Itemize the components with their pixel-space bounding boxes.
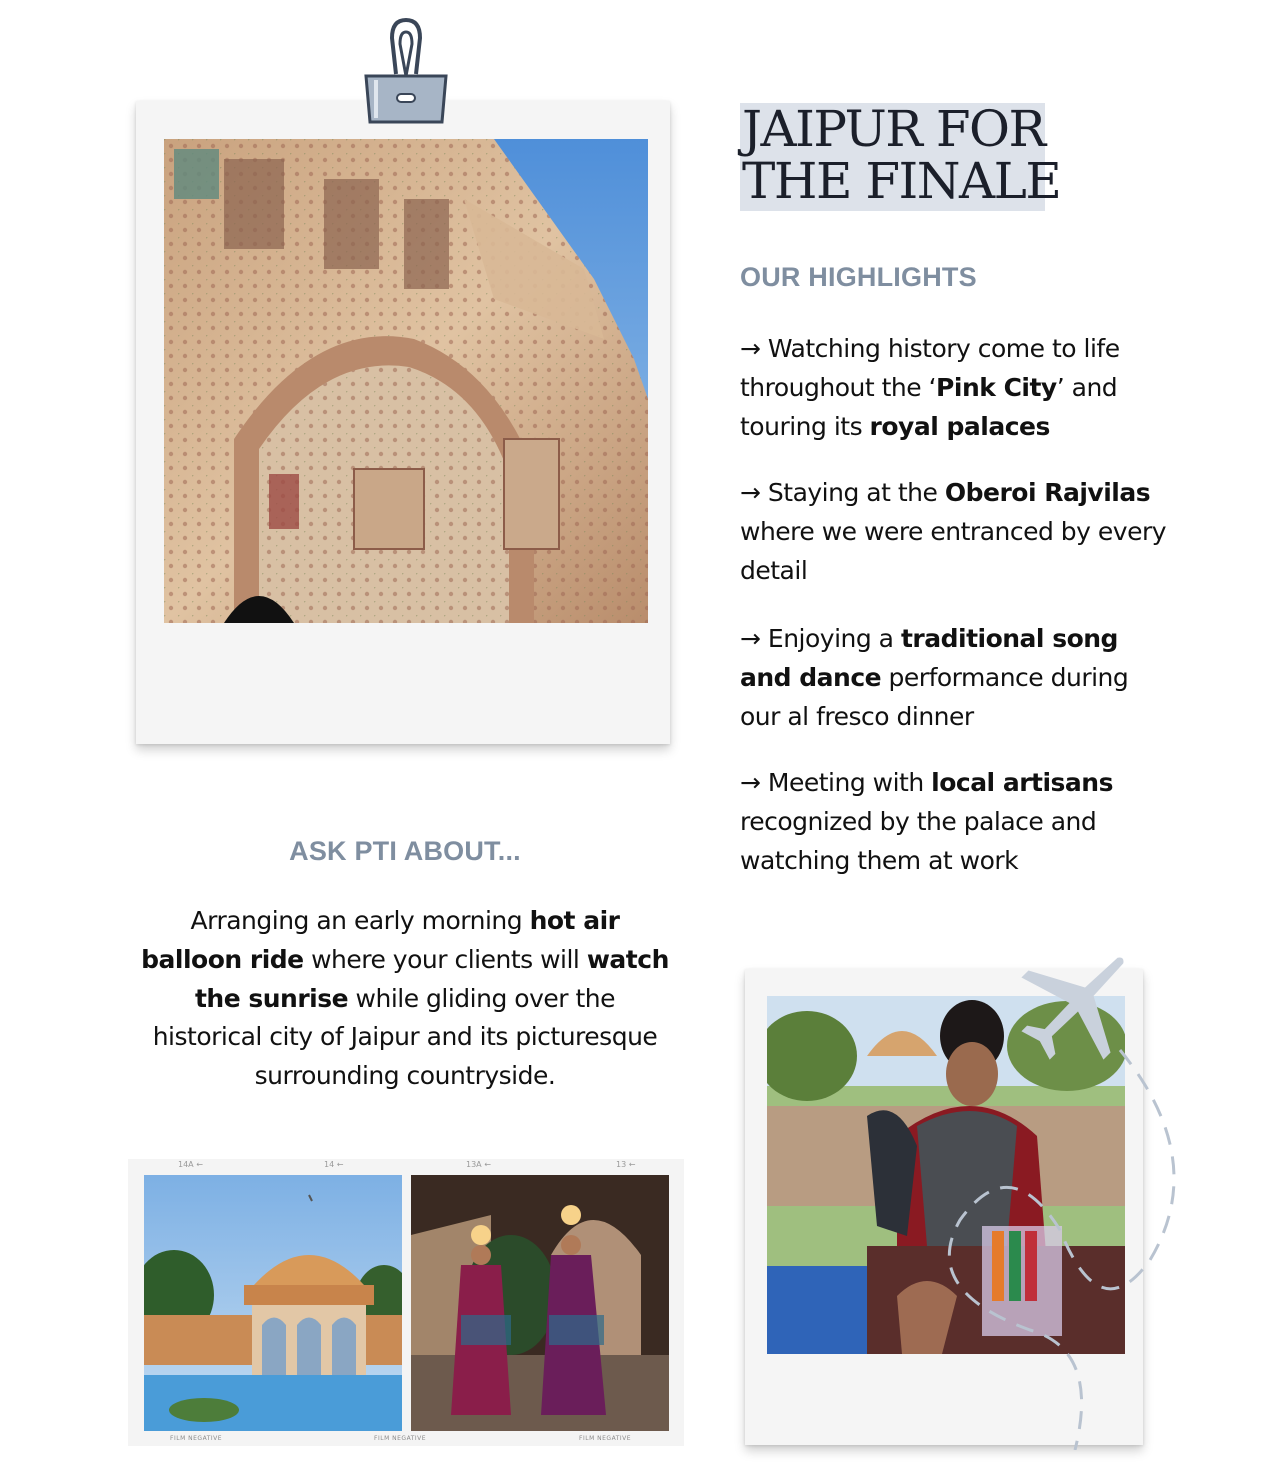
polaroid-palace (136, 101, 670, 744)
film-label: FILM NEGATIVE (374, 1435, 427, 1442)
body-text: → Meeting with (740, 768, 932, 797)
film-label: FILM NEGATIVE (579, 1435, 632, 1442)
bold-text: watch the sunrise (194, 944, 669, 1013)
bold-text: Oberoi Rajvilas (944, 478, 1151, 507)
body-text: → Watching history come to life throughout the ‘ (740, 334, 1120, 402)
flight-path (900, 1030, 1200, 1450)
body-text: where your clients will (303, 944, 587, 974)
highlight-item (740, 330, 1170, 446)
body-text: where we were entranced by every detail (740, 516, 1167, 585)
body-text: → Enjoying a (740, 624, 901, 653)
airplane-icon (1012, 937, 1144, 1069)
ask-heading: ASK PTI ABOUT... (289, 836, 521, 866)
body-text: Arranging an early morning (190, 906, 530, 935)
highlight-item (740, 620, 1170, 736)
title-line-2: THE FINALE (742, 152, 1061, 210)
body-text: performance during our al fresco dinner (740, 662, 1129, 731)
bold-text: Pink City (936, 372, 1057, 402)
body-text: → Staying at the (740, 478, 945, 507)
film-frame-mark: 13A ← (466, 1160, 491, 1169)
body-text: recognized by the palace and watching them at work (740, 806, 1097, 875)
binder-clip-icon (362, 16, 450, 126)
title-line-1: JAIPUR FOR (742, 100, 1045, 158)
highlights-heading: OUR HIGHLIGHTS (740, 262, 977, 292)
ask-text (140, 902, 670, 1096)
dance-photo (411, 1175, 669, 1431)
film-frame-mark: 14 ← (324, 1160, 344, 1169)
bold-text: local artisans (931, 768, 1113, 797)
body-text: ’ and touring its (740, 372, 1118, 441)
film-strip (128, 1159, 684, 1446)
film-label: FILM NEGATIVE (170, 1435, 223, 1442)
film-frame-mark: 13 ← (616, 1160, 636, 1169)
highlight-item (740, 474, 1170, 590)
bold-text: traditional song and dance (740, 624, 1118, 692)
page-title (740, 100, 1061, 211)
bold-text: hot air balloon ride (141, 906, 620, 974)
gazebo-photo (144, 1175, 402, 1431)
film-frame-mark: 14A ← (178, 1160, 203, 1169)
palace-photo (164, 139, 648, 623)
body-text: while gliding over the historical city of Jaipur and its picturesque surrounding countryside. (152, 983, 658, 1091)
bold-text: royal palaces (869, 411, 1050, 441)
